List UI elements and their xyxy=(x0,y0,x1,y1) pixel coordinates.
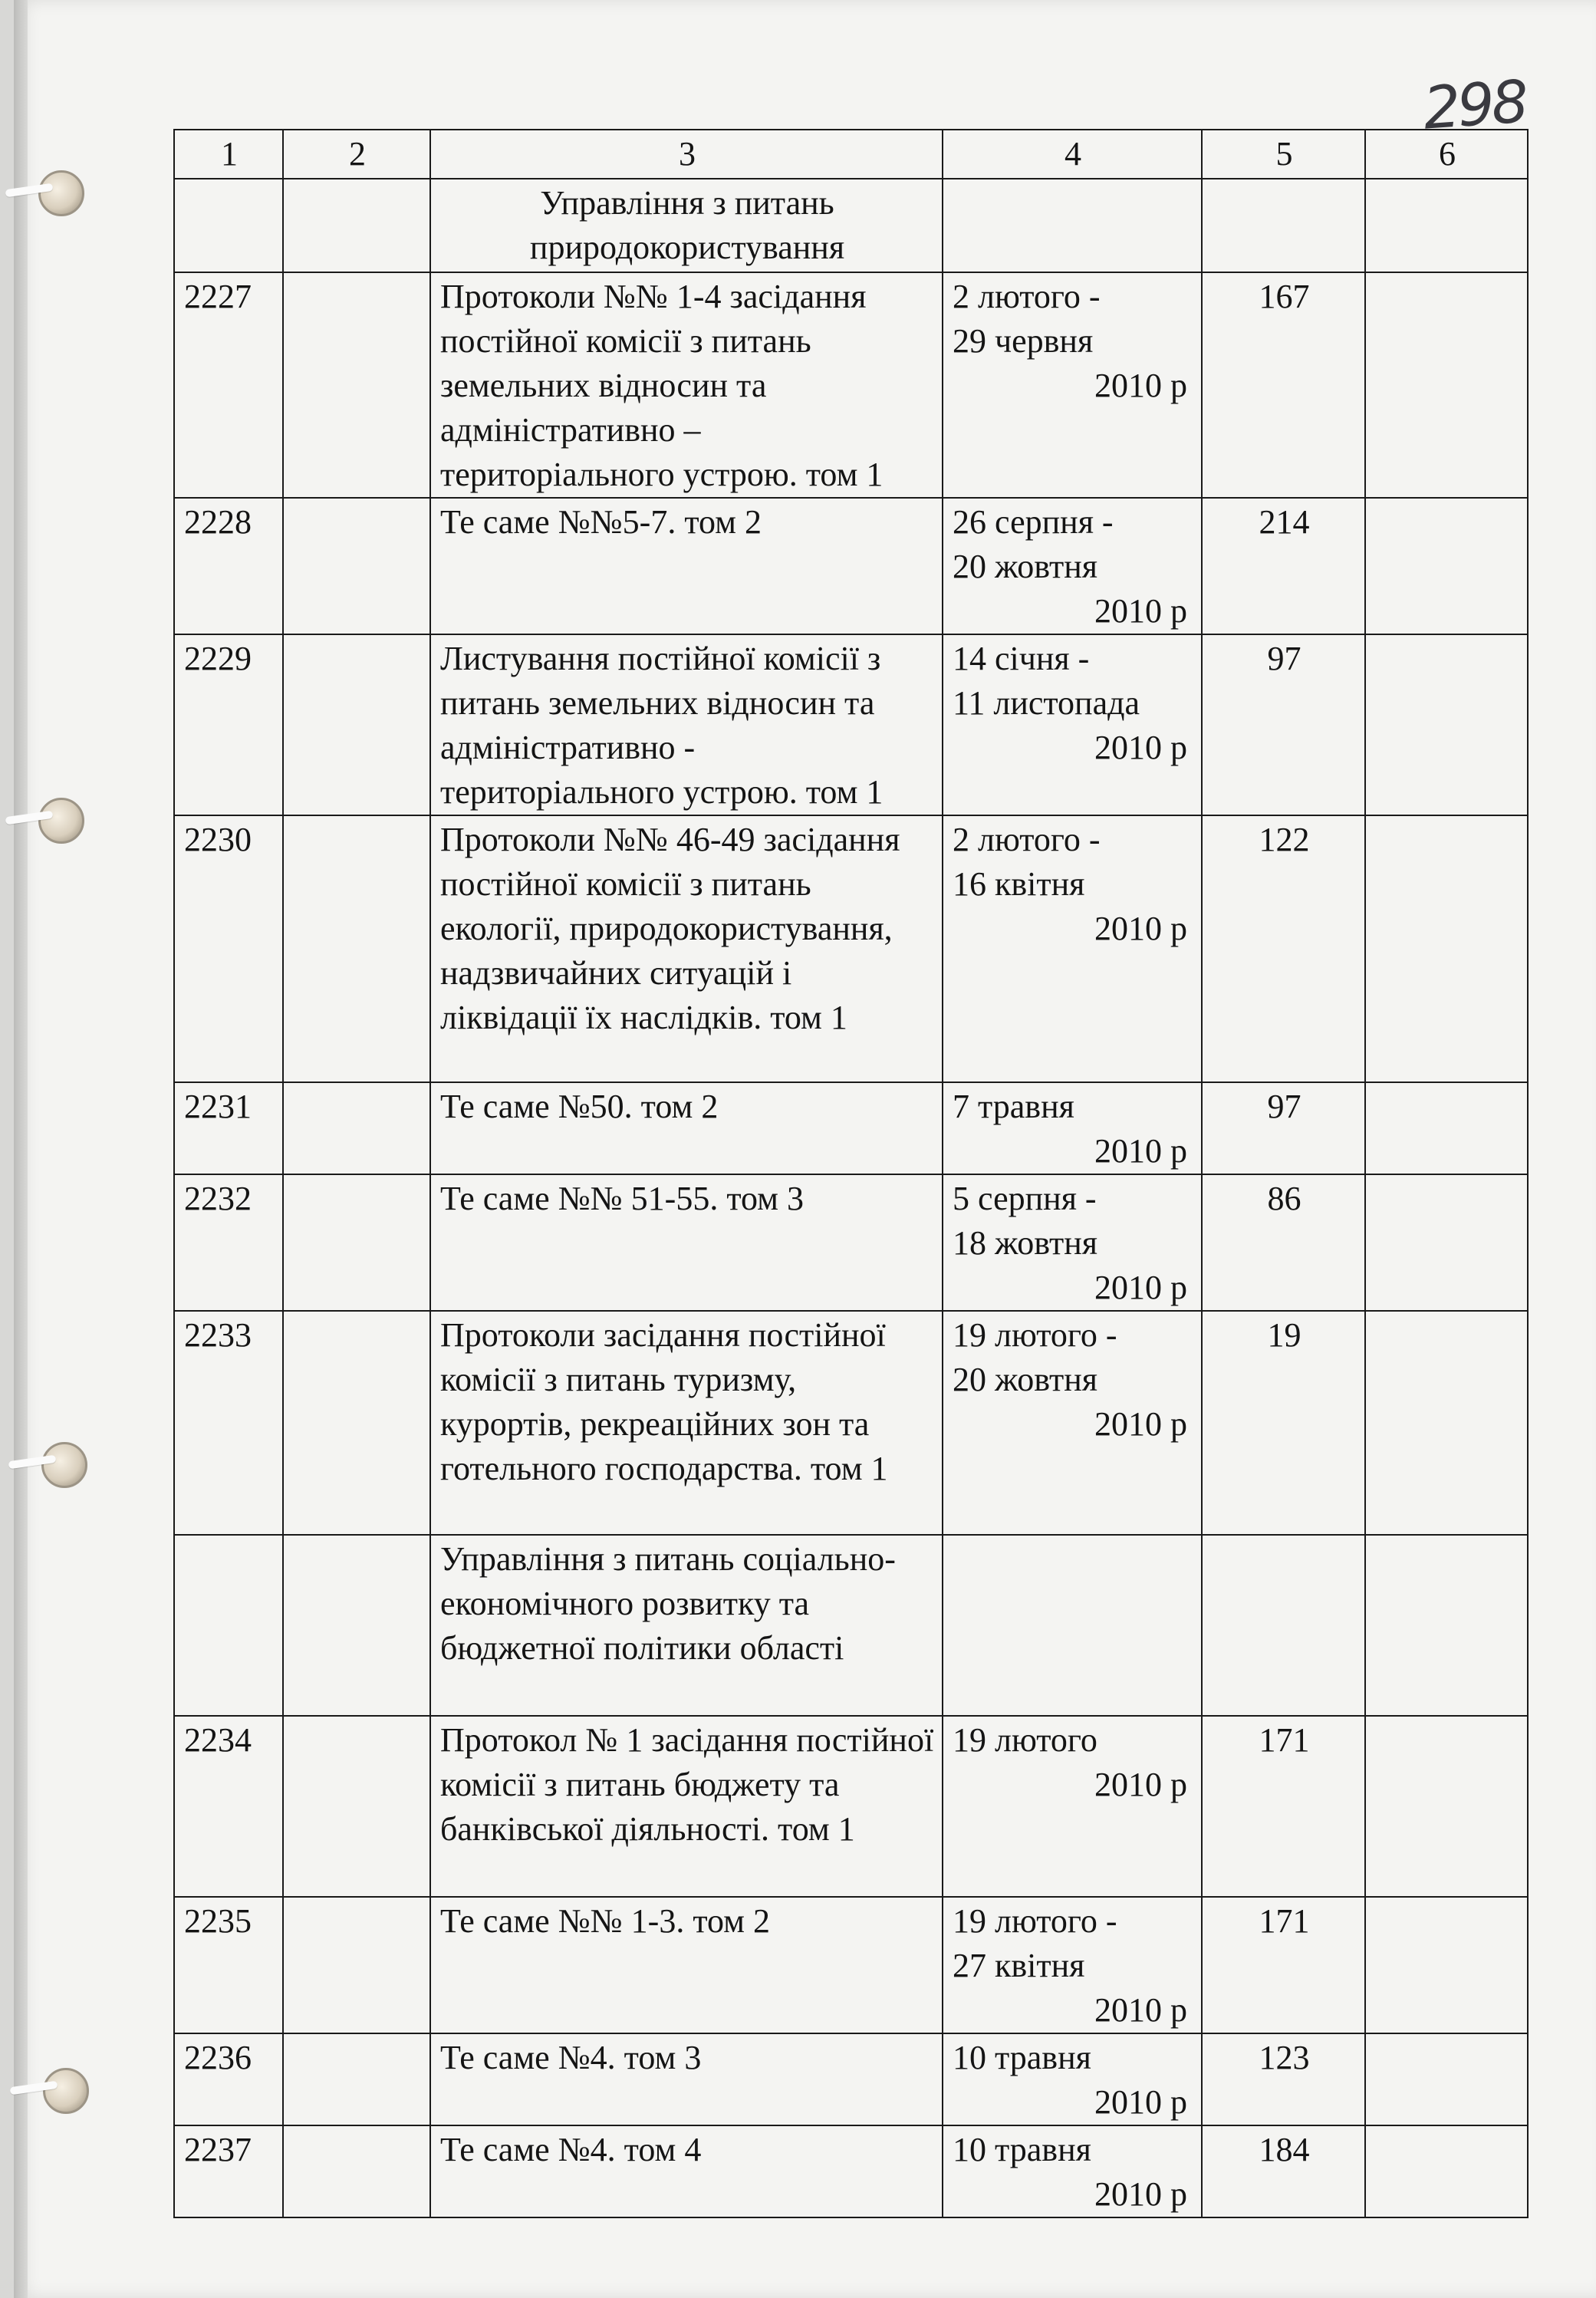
date-start: 14 січня - xyxy=(953,640,1090,677)
file-dates xyxy=(943,1897,1202,2033)
table-row xyxy=(174,2125,1528,2217)
file-title: Те саме №50. том 2 xyxy=(430,1082,943,1174)
file-title: Те саме №№ 51-55. том 3 xyxy=(430,1174,943,1311)
cell-empty xyxy=(1202,1535,1365,1716)
document-page xyxy=(14,0,1596,2298)
cell-empty xyxy=(283,2033,430,2125)
file-number: 2233 xyxy=(174,1311,283,1535)
cell-empty xyxy=(283,1716,430,1897)
file-title: Протокол № 1 засідання постійної комісії з питань бюджету та банківської діяльності. том 1 xyxy=(430,1716,943,1897)
section-title: Управління з питань природокористування xyxy=(430,179,943,272)
cell-empty xyxy=(283,272,430,498)
cell-empty xyxy=(1365,1535,1528,1716)
file-title: Те саме №№ 1-3. том 2 xyxy=(430,1897,943,2033)
file-dates xyxy=(943,2033,1202,2125)
cell-empty xyxy=(1365,2125,1528,2217)
file-number: 2234 xyxy=(174,1716,283,1897)
cell-empty xyxy=(283,1897,430,2033)
file-number: 2231 xyxy=(174,1082,283,1174)
cell-empty xyxy=(1365,2033,1528,2125)
cell-empty xyxy=(1365,1897,1528,2033)
file-number: 2230 xyxy=(174,815,283,1082)
cell-empty xyxy=(174,179,283,272)
table-row xyxy=(174,815,1528,1082)
cell-empty xyxy=(283,498,430,634)
page-count: 97 xyxy=(1202,1082,1365,1174)
page-count: 97 xyxy=(1202,634,1365,815)
file-dates xyxy=(943,1082,1202,1174)
file-number: 2237 xyxy=(174,2125,283,2217)
section-heading-row xyxy=(174,179,1528,272)
cell-empty xyxy=(283,1535,430,1716)
date-start: 5 серпня - xyxy=(953,1180,1097,1217)
table-row xyxy=(174,2033,1528,2125)
date-end: 20 жовтня xyxy=(953,1361,1097,1398)
date-year: 2010 р xyxy=(1094,910,1187,947)
file-number: 2229 xyxy=(174,634,283,815)
binding-hole xyxy=(38,798,84,844)
page-count: 184 xyxy=(1202,2125,1365,2217)
date-end: 16 квітня xyxy=(953,865,1085,903)
file-title: Те саме №№5-7. том 2 xyxy=(430,498,943,634)
date-end: 27 квітня xyxy=(953,1947,1085,1984)
section-title: Управління з питань соціально-економічного розвитку та бюджетної політики області xyxy=(430,1535,943,1716)
date-year: 2010 р xyxy=(1094,2175,1187,2213)
column-number: 6 xyxy=(1365,130,1528,179)
inventory-table xyxy=(173,129,1529,2218)
table-row xyxy=(174,1174,1528,1311)
binding-hole xyxy=(41,1442,87,1488)
date-start: 2 лютого - xyxy=(953,278,1101,315)
page-count: 123 xyxy=(1202,2033,1365,2125)
cell-empty xyxy=(1365,1716,1528,1897)
table-row xyxy=(174,498,1528,634)
folio-number: 298 xyxy=(1421,67,1529,143)
cell-empty xyxy=(283,1174,430,1311)
cell-empty xyxy=(1365,1082,1528,1174)
date-year: 2010 р xyxy=(1094,1405,1187,1443)
page-count: 214 xyxy=(1202,498,1365,634)
table-row xyxy=(174,1716,1528,1897)
date-year: 2010 р xyxy=(1094,1991,1187,2029)
table-row xyxy=(174,1082,1528,1174)
date-start: 26 серпня - xyxy=(953,503,1114,541)
file-number: 2227 xyxy=(174,272,283,498)
cell-empty xyxy=(283,815,430,1082)
file-dates xyxy=(943,1716,1202,1897)
date-year: 2010 р xyxy=(1094,367,1187,404)
page-count: 171 xyxy=(1202,1897,1365,2033)
file-number: 2235 xyxy=(174,1897,283,2033)
table-row xyxy=(174,1897,1528,2033)
column-number-row xyxy=(174,130,1528,179)
file-title: Протоколи №№ 46-49 засідання постійної комісії з питань екології, природокористування, надзвичайних ситуацій і ліквідації їх наслідків. том 1 xyxy=(430,815,943,1082)
cell-empty xyxy=(283,179,430,272)
date-start: 19 лютого - xyxy=(953,1902,1117,1940)
table-row xyxy=(174,1311,1528,1535)
date-year: 2010 р xyxy=(1094,729,1187,766)
page-count: 171 xyxy=(1202,1716,1365,1897)
date-year: 2010 р xyxy=(1094,1132,1187,1170)
cell-empty xyxy=(1365,179,1528,272)
file-number: 2236 xyxy=(174,2033,283,2125)
file-number: 2228 xyxy=(174,498,283,634)
date-start: 10 травня xyxy=(953,2039,1091,2076)
date-end: 29 червня xyxy=(953,322,1094,360)
date-year: 2010 р xyxy=(1094,592,1187,630)
cell-empty xyxy=(1365,498,1528,634)
cell-empty xyxy=(283,1311,430,1535)
cell-empty xyxy=(283,634,430,815)
file-dates xyxy=(943,1311,1202,1535)
cell-empty xyxy=(283,1082,430,1174)
column-number: 2 xyxy=(283,130,430,179)
file-title: Те саме №4. том 4 xyxy=(430,2125,943,2217)
file-dates xyxy=(943,1174,1202,1311)
date-year: 2010 р xyxy=(1094,2083,1187,2121)
date-year: 2010 р xyxy=(1094,1766,1187,1803)
column-number: 5 xyxy=(1202,130,1365,179)
file-dates xyxy=(943,815,1202,1082)
cell-empty xyxy=(943,179,1202,272)
file-dates xyxy=(943,498,1202,634)
date-start: 7 травня xyxy=(953,1088,1074,1125)
file-title: Протоколи засідання постійної комісії з питань туризму, курортів, рекреаційних зон та готельного господарства. том 1 xyxy=(430,1311,943,1535)
cell-empty xyxy=(174,1535,283,1716)
page-edge xyxy=(14,0,28,2298)
cell-empty xyxy=(1365,272,1528,498)
binding-hole xyxy=(38,170,84,216)
page-count: 86 xyxy=(1202,1174,1365,1311)
column-number: 3 xyxy=(430,130,943,179)
file-dates xyxy=(943,634,1202,815)
binding-hole xyxy=(43,2068,89,2114)
date-start: 19 лютого xyxy=(953,1721,1097,1759)
column-number: 1 xyxy=(174,130,283,179)
cell-empty xyxy=(943,1535,1202,1716)
section-heading-row xyxy=(174,1535,1528,1716)
cell-empty xyxy=(1365,1311,1528,1535)
date-year: 2010 р xyxy=(1094,1269,1187,1306)
cell-empty xyxy=(1365,815,1528,1082)
file-title: Листування постійної комісії з питань земельних відносин та адміністративно - територіального устрою. том 1 xyxy=(430,634,943,815)
page-count: 122 xyxy=(1202,815,1365,1082)
date-start: 10 травня xyxy=(953,2131,1091,2168)
page-count: 167 xyxy=(1202,272,1365,498)
table-row xyxy=(174,272,1528,498)
file-number: 2232 xyxy=(174,1174,283,1311)
file-title: Те саме №4. том 3 xyxy=(430,2033,943,2125)
date-start: 19 лютого - xyxy=(953,1316,1117,1354)
cell-empty xyxy=(1365,1174,1528,1311)
page-count: 19 xyxy=(1202,1311,1365,1535)
date-end: 18 жовтня xyxy=(953,1224,1097,1262)
date-start: 2 лютого - xyxy=(953,821,1101,858)
date-end: 11 листопада xyxy=(953,684,1140,722)
file-dates xyxy=(943,272,1202,498)
table-row xyxy=(174,634,1528,815)
cell-empty xyxy=(1202,179,1365,272)
cell-empty xyxy=(283,2125,430,2217)
file-dates xyxy=(943,2125,1202,2217)
file-title: Протоколи №№ 1-4 засідання постійної комісії з питань земельних відносин та адміністративно – територіального устрою. том 1 xyxy=(430,272,943,498)
date-end: 20 жовтня xyxy=(953,548,1097,585)
cell-empty xyxy=(1365,634,1528,815)
column-number: 4 xyxy=(943,130,1202,179)
